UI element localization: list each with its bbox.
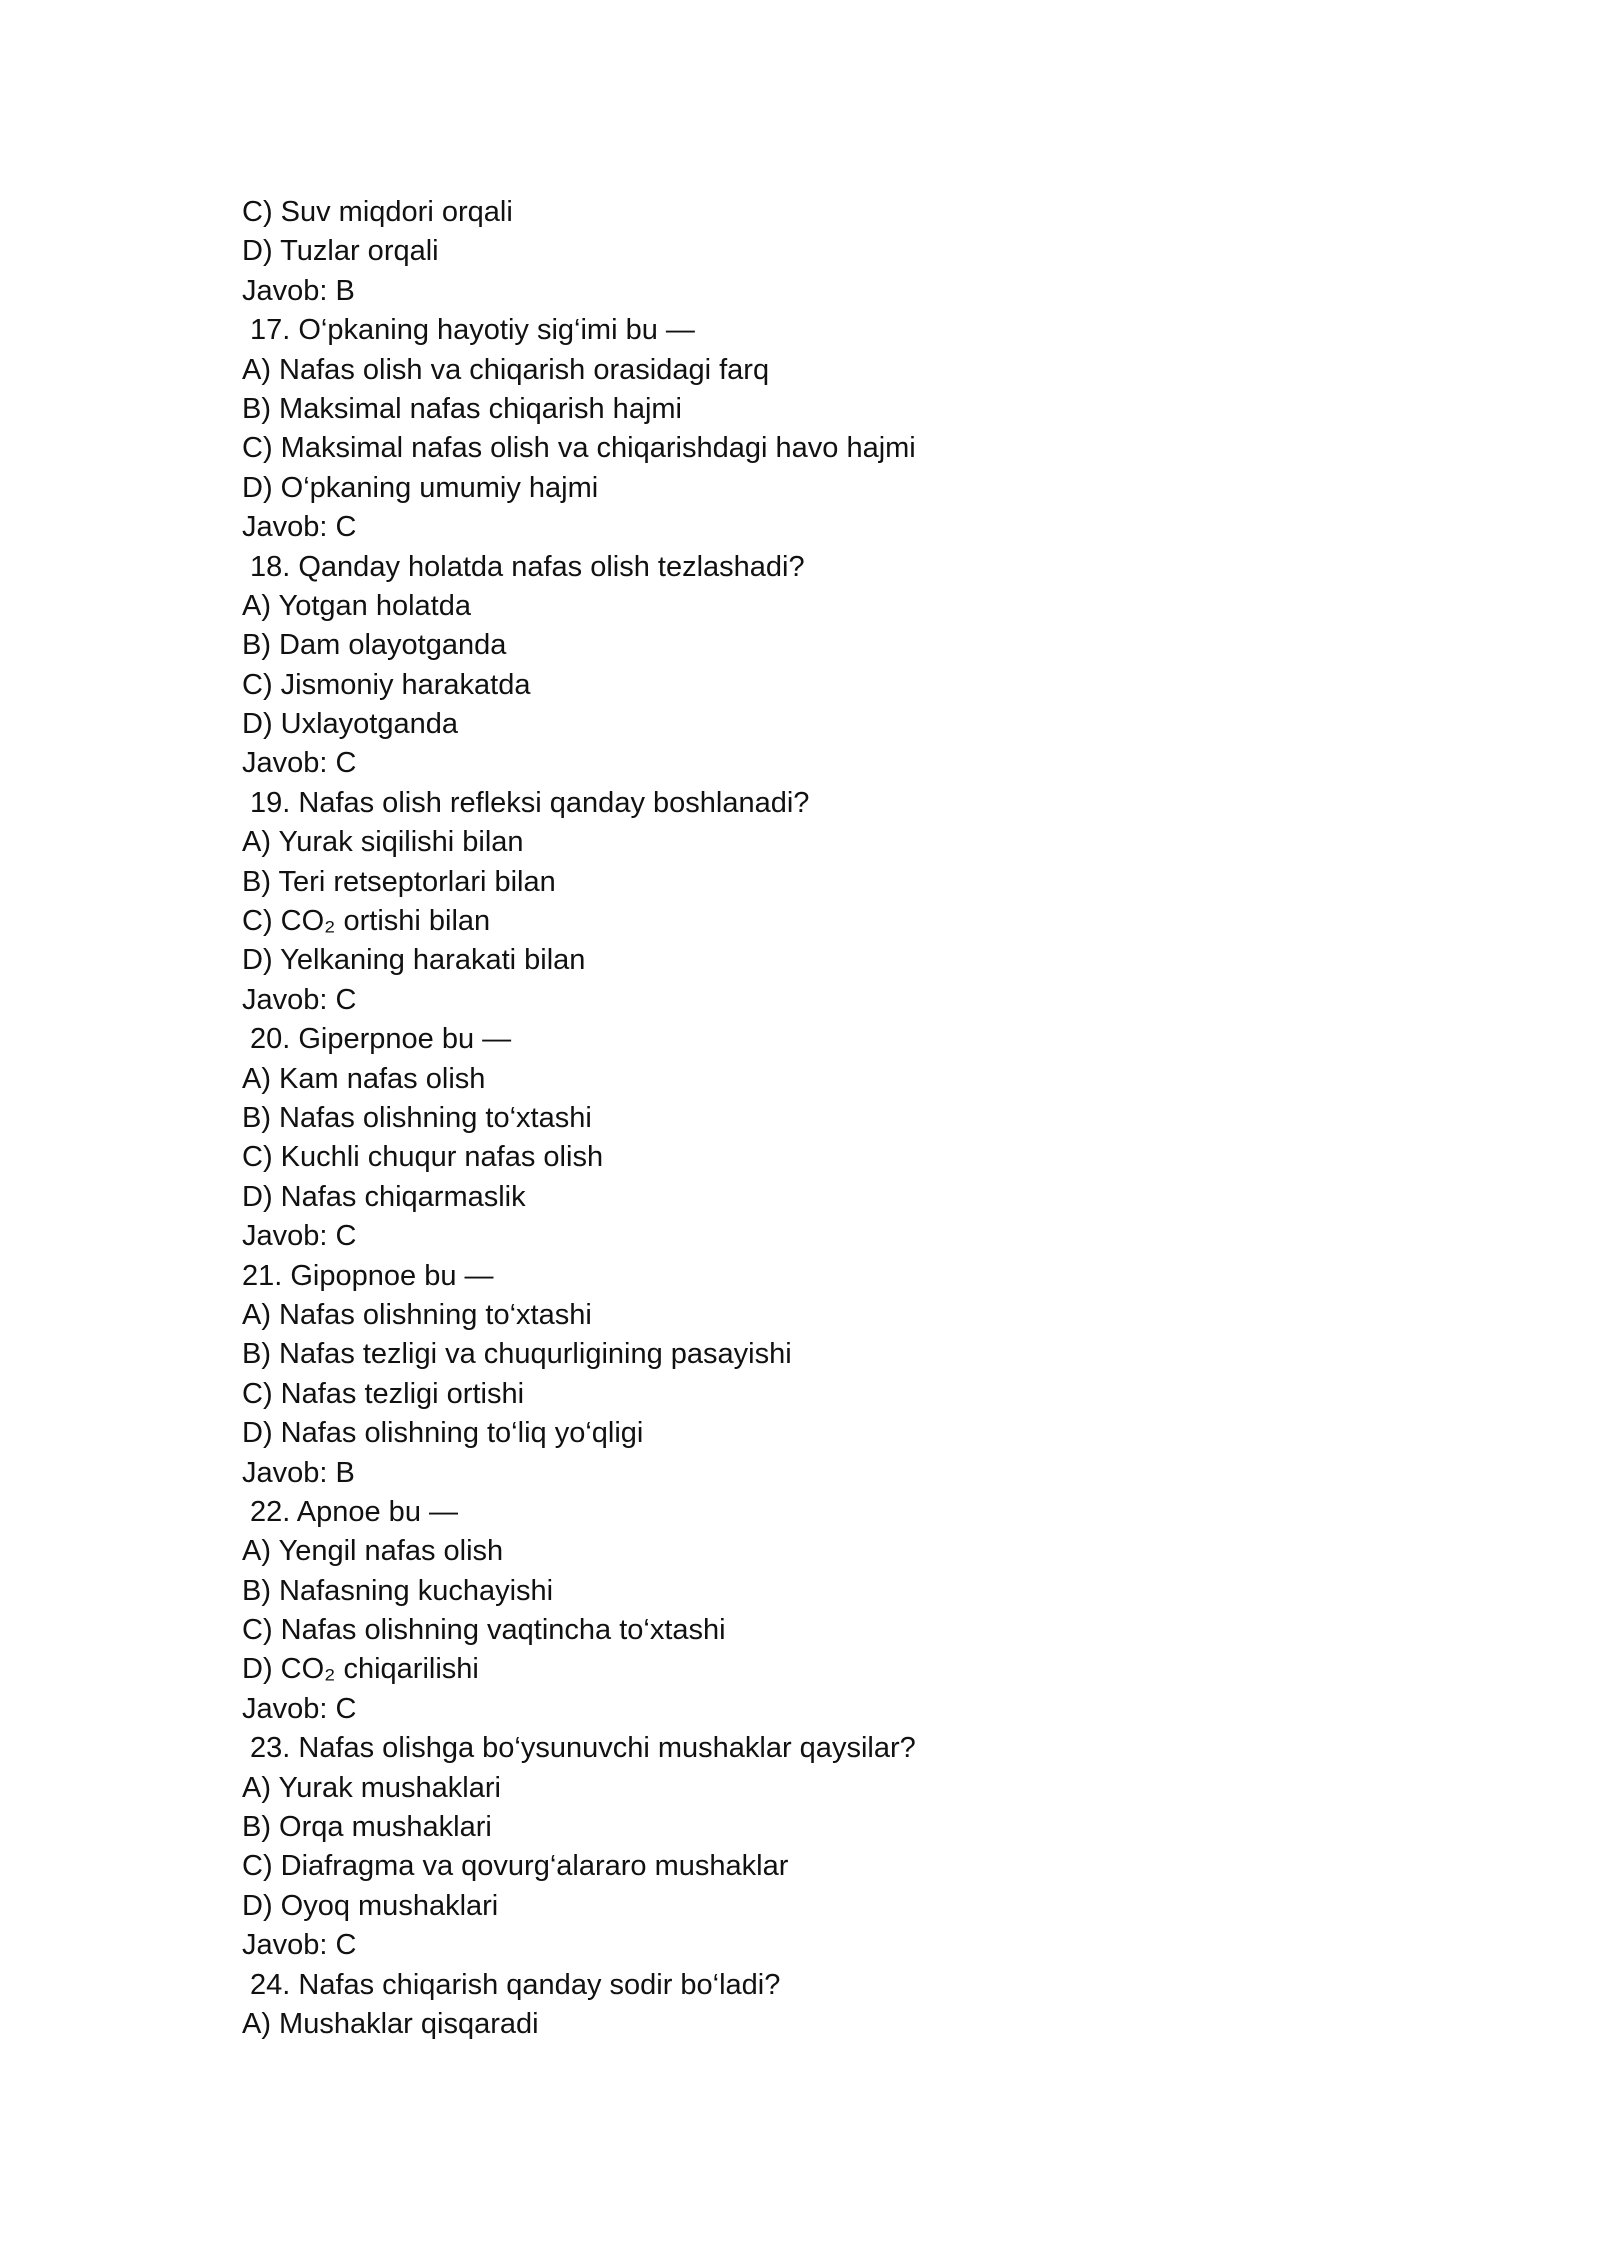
option-line: C) Jismoniy harakatda (242, 668, 531, 701)
answer-line: Javob: C (242, 747, 357, 780)
option-line: A) Yengil nafas olish (242, 1535, 504, 1568)
option-line: C) Nafas olishning vaqtincha to‘xtashi (242, 1614, 726, 1647)
answer-line: Javob: C (242, 1220, 357, 1253)
option-line: A) Yotgan holatda (242, 589, 471, 622)
answer-line: Javob: C (242, 1692, 357, 1725)
option-line: A) Nafas olish va chiqarish orasidagi farq (242, 353, 770, 386)
option-line: A) Yurak siqilishi bilan (242, 826, 524, 859)
option-line: A) Kam nafas olish (242, 1062, 486, 1095)
option-line: A) Yurak mushaklari (242, 1771, 501, 1804)
option-line: A) Nafas olishning to‘xtashi (242, 1298, 592, 1331)
option-line: B) Dam olayotganda (242, 629, 507, 662)
option-line: B) Maksimal nafas chiqarish hajmi (242, 392, 682, 425)
answer-line: Javob: C (242, 1929, 357, 1962)
document-body (242, 193, 1392, 2044)
option-line: D) Tuzlar orqali (242, 235, 439, 268)
question-line: 23. Nafas olishga bo‘ysunuvchi mushaklar qaysilar? (250, 1732, 916, 1765)
question-line: 18. Qanday holatda nafas olish tezlashadi? (250, 550, 805, 583)
question-line: 17. O‘pkaning hayotiy sig‘imi bu — (250, 314, 695, 347)
question-line: 20. Giperpnoe bu — (250, 1023, 512, 1056)
answer-line: Javob: C (242, 511, 357, 544)
option-line: A) Mushaklar qisqaradi (242, 2007, 539, 2040)
option-line: C) Suv miqdori orqali (242, 196, 513, 228)
option-line: D) O‘pkaning umumiy hajmi (242, 471, 599, 504)
option-line: C) Maksimal nafas olish va chiqarishdagi havo hajmi (242, 432, 916, 465)
option-line: B) Nafas olishning to‘xtashi (242, 1101, 592, 1134)
answer-line: Javob: B (242, 1456, 355, 1489)
option-line: D) CO₂ chiqarilishi (242, 1653, 479, 1686)
question-line: 22. Apnoe bu — (250, 1495, 458, 1528)
option-line: B) Nafas tezligi va chuqurligining pasayishi (242, 1338, 792, 1371)
answer-line: Javob: B (242, 274, 355, 307)
question-line: 19. Nafas olish refleksi qanday boshlanadi? (250, 786, 810, 819)
question-line: 21. Gipopnoe bu — (242, 1259, 494, 1292)
answer-line: Javob: C (242, 983, 357, 1016)
option-line: B) Teri retseptorlari bilan (242, 865, 556, 898)
option-line: D) Uxlayotganda (242, 708, 458, 741)
option-line: B) Nafasning kuchayishi (242, 1574, 554, 1607)
option-line: C) CO₂ ortishi bilan (242, 905, 491, 938)
option-line: B) Orqa mushaklari (242, 1811, 492, 1844)
option-line: D) Nafas olishning to‘liq yo‘qligi (242, 1417, 644, 1450)
option-line: D) Nafas chiqarmaslik (242, 1180, 526, 1213)
question-line: 24. Nafas chiqarish qanday sodir bo‘ladi? (250, 1968, 781, 2001)
option-line: C) Diafragma va qovurg‘alararo mushaklar (242, 1850, 789, 1883)
option-line: D) Yelkaning harakati bilan (242, 944, 586, 977)
option-line: C) Kuchli chuqur nafas olish (242, 1141, 604, 1174)
option-line: C) Nafas tezligi ortishi (242, 1377, 525, 1410)
option-line: D) Oyoq mushaklari (242, 1889, 499, 1922)
